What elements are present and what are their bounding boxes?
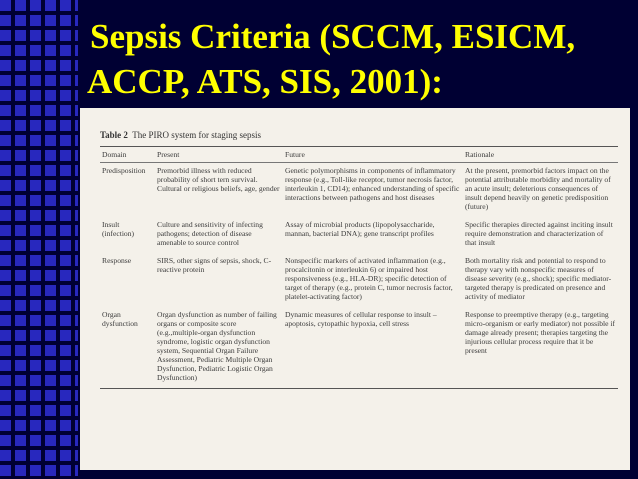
- cell-present: Organ dysfunction as number of failing organs or composite score (e.g.,multiple-organ dysfunction syndrome, logistic organ dysfunction system, Sequential Organ Failure Assessment, Pediatric Multiple Organ Dysfunction, Pediatric Logistic Organ Dysfunction): [155, 307, 283, 389]
- table-row: [100, 217, 618, 253]
- cell-present: Premorbid illness with reduced probability of short tern survival. Cultural or religious beliefs, age, gender: [157, 166, 280, 193]
- header-domain: Domain: [100, 147, 155, 163]
- cell-domain: Predisposition: [102, 166, 146, 175]
- cell-future: Assay of microbial products (lipopolysaccharide, mannan, bacterial DNA); gene transcript profiles: [285, 220, 435, 238]
- cell-rationale: Specific therapies directed against inciting insult require demonstration and characterization of that insult: [465, 220, 613, 247]
- cell-present: SIRS, other signs of sepsis, shock, C-reactive protein: [157, 256, 272, 274]
- table-caption-label: Table 2: [100, 130, 128, 140]
- header-future: Future: [283, 147, 463, 163]
- scanned-table-image: [80, 108, 630, 470]
- table-header-row: [100, 147, 618, 163]
- cell-future: Nonspecific markers of activated inflammation (e.g., procalcitonin or interleukin 6) or impaired host responsiveness (e.g., HLA-DR); specific detection of target of therapy (e.g., protein C, tumor necrosis factor, platelet-activating factor): [285, 256, 453, 301]
- table-caption: [100, 130, 618, 140]
- table-row: [100, 253, 618, 307]
- table-caption-text: The PIRO system for staging sepsis: [132, 130, 262, 140]
- cell-future: Genetic polymorphisms in components of inflammatory response (e.g., Toll-like receptor, tumor necrosis factor, interleukin 1, CD14); enhanced understanding of specific interactions between pathogens and host diseases: [285, 166, 460, 202]
- cell-present: Culture and sensitivity of infecting pathogens; detection of disease amenable to source control: [157, 220, 263, 247]
- header-rationale: Rationale: [463, 147, 618, 163]
- cell-future: Dynamic measures of cellular response to insult – apoptosis, cytopathic hypoxia, cell stress: [283, 307, 463, 389]
- slide-title-line-2: ACCP, ATS, SIS, 2001):: [87, 62, 443, 101]
- table-row: [100, 163, 618, 218]
- slide-title-line-1: Sepsis Criteria (SCCM, ESICM,: [90, 17, 576, 56]
- piro-table: [100, 146, 618, 389]
- cell-domain: Organ dysfunction: [100, 307, 155, 389]
- cell-rationale: Response to preemptive therapy (e.g., targeting micro-organism or early mediator) not possible if damage already present; therapies targeting the injurious cellular process require that it be present: [463, 307, 618, 389]
- slide-title: [87, 14, 630, 104]
- header-present: Present: [155, 147, 283, 163]
- decorative-grid-stripe: [0, 0, 78, 479]
- cell-domain: Insult (infection): [102, 220, 135, 238]
- table-container: [100, 130, 618, 389]
- cell-domain: Response: [102, 256, 132, 265]
- table-row: [100, 307, 618, 389]
- cell-rationale: Both mortality risk and potential to respond to therapy vary with nonspecific measures of disease severity (e.g., shock); specific mediator-targeted therapy is predicated on presence and activity of mediator: [465, 256, 612, 301]
- cell-rationale: At the present, premorbid factors impact on the potential attributable morbidity and mortality of an acute insult; deleterious consequences of insult depend heavily on genetic predisposition (future): [465, 166, 611, 211]
